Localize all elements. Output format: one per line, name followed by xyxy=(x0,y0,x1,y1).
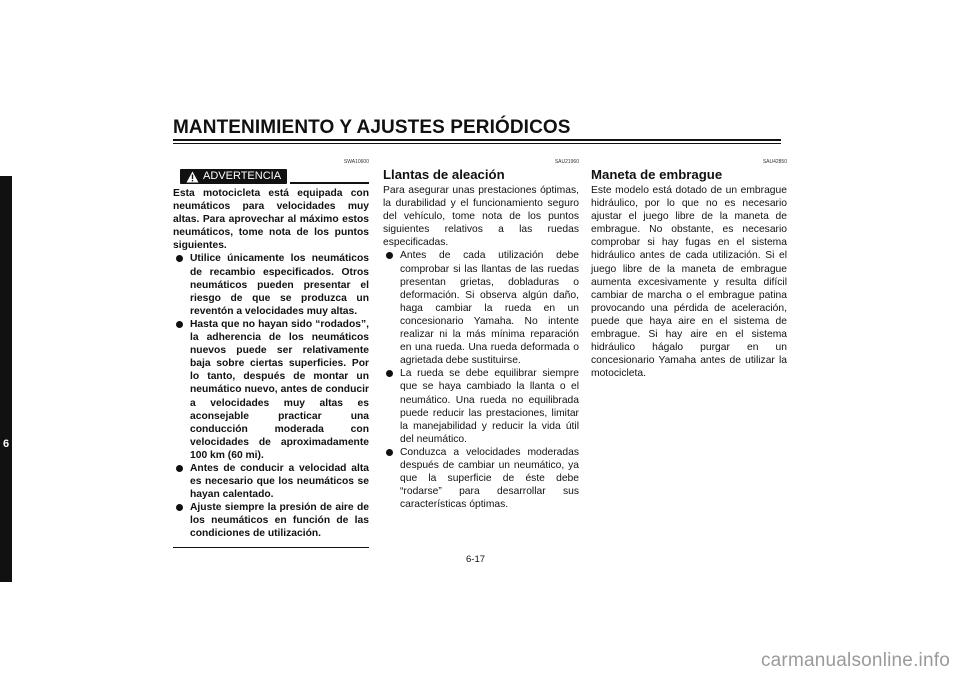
bullet-dot-icon xyxy=(176,321,183,328)
header-rule xyxy=(173,139,781,141)
bullet-dot-icon xyxy=(176,255,183,262)
bullet-dot-icon xyxy=(386,252,393,259)
list-item-text: Conduzca a velocidades moderadas después de cambiar un neumático, ya que la superficie de éste debe “rodarse” para desarrollar sus características óptimas. xyxy=(400,446,579,511)
list-item xyxy=(173,501,369,540)
list-item xyxy=(173,252,369,317)
section-title: Llantas de aleación xyxy=(383,167,505,182)
warning-code: SWA10600 xyxy=(343,159,369,165)
list-item-text: La rueda se debe equilibrar siempre que se haya cambiado la llanta o el neumático. Una rueda no equilibrada puede reducir las prestaciones, limitar la manejabilidad y reducir la vida útil del neumático. xyxy=(400,368,579,445)
warning-bullet-list xyxy=(173,252,369,540)
list-item xyxy=(173,318,369,462)
bullet-dot-icon xyxy=(176,504,183,511)
list-item-text: Hasta que no hayan sido “rodados”, la adherencia de los neumáticos nuevos puede ser relativamente baja sobre ciertas superficies. Por lo tanto, después de montar un neumático nuevo, antes de conducir a velocidades muy altas es aconsejable practicar una conducción moderada con velocidades de aproximadamente 100 km (60 mi). xyxy=(190,318,369,461)
bullet-dot-icon xyxy=(386,449,393,456)
bullet-dot-icon xyxy=(386,370,393,377)
list-item-text: Utilice únicamente los neumáticos de recambio especificados. Otros neumáticos pueden presentar el riesgo de que se produzca un reventón a velocidades muy altas. xyxy=(190,253,369,317)
page-header-title: MANTENIMIENTO Y AJUSTES PERIÓDICOS xyxy=(173,117,571,138)
list-item xyxy=(383,249,579,367)
chapter-tab xyxy=(0,176,12,582)
header-rule-thin xyxy=(173,143,781,144)
warning-end-rule xyxy=(173,547,369,549)
alloy-wheels-bullet-list xyxy=(383,249,579,511)
watermark: carmanualsonline.info xyxy=(760,650,950,671)
page-number: 6-17 xyxy=(466,554,486,565)
warning-triangle-icon xyxy=(186,171,199,183)
section-code: SAU42850 xyxy=(762,159,787,165)
bullet-dot-icon xyxy=(176,465,183,472)
section-body: Este modelo está dotado de un embrague hidráulico, por lo que no es necesario ajustar el juego libre de la maneta de embrague. No obstante, es necesario comprobar si hay fugas en el sistema hidráulico antes de cada utilización. Si el juego libre de la maneta de embrague aumenta excesivamente y resulta difícil cambiar de marcha o el embrague patina provocando una pérdida de aceleración, puede que haya aire en el sistema de embrague. Si hay aire en el sistema hidráulico hágalo purgar en un concesionario Yamaha antes de utilizar la motocicleta. xyxy=(591,185,787,380)
chapter-number: 6 xyxy=(2,438,10,450)
warning-column xyxy=(173,158,369,548)
list-item-text: Antes de conducir a velocidad alta es necesario que los neumáticos se hayan calentado. xyxy=(190,462,369,501)
list-item-text: Ajuste siempre la presión de aire de los neumáticos en función de las condiciones de utilización. xyxy=(190,502,369,540)
section-intro: Para asegurar unas prestaciones óptimas, la durabilidad y el funcionamiento seguro del vehículo, tome nota de los puntos siguientes relativos a las ruedas especificadas. xyxy=(383,185,579,249)
clutch-lever-section xyxy=(591,158,787,380)
list-item xyxy=(383,367,579,446)
section-title: Maneta de embrague xyxy=(591,167,723,182)
warning-badge xyxy=(180,169,287,184)
warning-header xyxy=(173,166,369,187)
warning-header-rule xyxy=(290,182,369,184)
section-code: SAU21960 xyxy=(554,159,579,165)
list-item xyxy=(173,462,369,501)
list-item-text: Antes de cada utilización debe comprobar si las llantas de las ruedas presentan grietas, dobladuras o deformación. Si observa algún daño, haga cambiar la rueda en un concesionario Yamaha. No intente realizar ni la más mínima reparación en una rueda. Una rueda deformada o agrietada debe sustituirse. xyxy=(400,250,579,367)
warning-intro: Esta motocicleta está equipada con neumáticos para velocidades muy altas. Para aprovechar al máximo estos neumáticos, tome nota de los puntos siguientes. xyxy=(173,188,369,252)
list-item xyxy=(383,446,579,511)
warning-label: ADVERTENCIA xyxy=(203,170,282,182)
alloy-wheels-section xyxy=(383,158,579,511)
